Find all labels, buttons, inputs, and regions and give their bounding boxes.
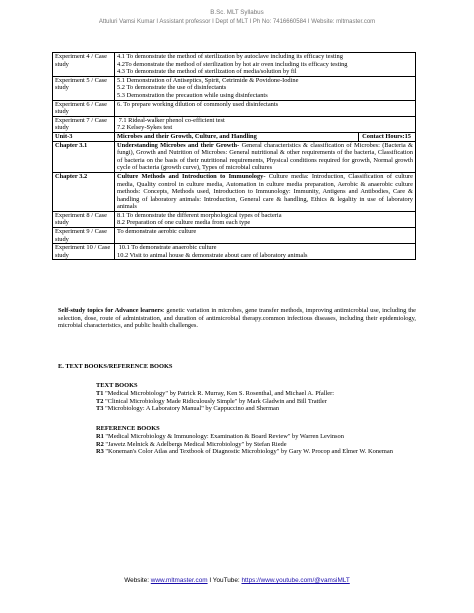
footer-youtube-label: I YouTube: [207,577,242,584]
header-author-line: Attuluri Vamsi Kumar I Assistant professor I Dept of MLT I Ph No: 7416660584 I Website: mltmaster.com [98,19,376,25]
experiment-label: Experiment 8 / Case study [53,211,115,227]
unit-hours: Contact Hours:15 [358,133,411,141]
experiment-item: 4.3 To demonstrate the method of sterilization of media/solution by fil [117,68,297,76]
experiment-item: 8.2 Preparation of one culture media from each type [117,219,251,227]
experiment-content [115,116,416,132]
unit-row [53,132,416,141]
reference-book-id: R1 [96,433,104,440]
chapter-heading: Understanding Microbes and their Growth- [117,141,240,149]
reference-books-title: REFERENCE BOOKS [96,425,160,432]
chapter-text: General characteristics & classification of Microbes: (Bacteria & fungi), Growth and Nutrition of Microbes: General nutritional & other requirements of the bacteria, Classification of bacteria on the basis of their nutritional requirements, Physical conditions required for growth, Normal growth cycle of bacteria (growth curve), Types of microbial cultures [117,141,413,172]
chapter-label: Chapter 3.1 [53,141,115,172]
reference-book-item [96,448,418,456]
text-book-item [96,390,418,398]
self-study-paragraph [58,307,416,330]
experiment-content [115,211,416,227]
experiment-item: 5.3 Demonstration the precaution while using disinfectants [117,91,268,99]
experiment-item: 4.2To demonstrate the method of sterilization by hot air oven including its efficacy testing [117,60,348,68]
experiment-item: 4.1 To demonstrate the method of sterilization by autoclave including its efficacy testing [117,53,343,60]
chapter-row [53,172,416,211]
experiment-row [53,116,416,132]
reference-book-id: R3 [96,448,104,456]
text-book-text: "Microbiology: A Laboratory Manual" by Cappuccino and Sherman [103,405,280,413]
experiment-item: 6. To prepare working dilution of commonly used disinfectants [117,100,279,108]
experiment-label: Experiment 6 / Case study [53,100,115,116]
text-books-list [96,390,418,413]
experiment-row [53,228,416,244]
text-book-id: T3 [96,405,104,413]
experiment-content [115,228,416,244]
experiment-row [53,100,416,116]
text-book-item [96,398,418,406]
text-book-text: "Clinical Microbiology Made Ridiculously Simple" by Mark Gladwin and Bill Trattler [103,397,327,405]
reference-book-item [96,441,418,449]
reference-book-text: "Jawetz Melnick & Adelbergs Medical Microbiology" by Stefan Riede [103,440,287,448]
reference-book-id: R2 [96,440,104,448]
experiment-row [53,211,416,227]
experiment-item: 7.1 Rideal-walker phenol co-efficient test [117,116,225,124]
experiment-label: Experiment 9 / Case study [53,228,115,244]
chapter-content [115,172,416,211]
footer-website-label: Website: [124,577,151,584]
experiment-item: 5.2 To demonstrate the use of disinfectants [117,84,227,92]
experiment-item: 7.2 Kelsey-Sykes test [117,124,173,132]
self-study-text: : genetic variation in microbes, gene transfer methods, improving antimicrobial use, including the selection, dose, route of administration, and duration of antimicrobial therapy.common infectious diseases, including their epidemiology, microbial characteristics, and public health challenges. [58,307,416,330]
chapter-content [115,141,416,172]
experiment-label: Experiment 7 / Case study [53,116,115,132]
chapter-text: Culture media: Introduction, Classification of culture media, Quality control in culture media, Automation in culture media preparation, Aerobic & anaerobic culture methods: Concepts, Methods used, Introduction to Immunology: Immunity, Antigens and Antibodies, Care & handling of laboratory animals: Introduction, General care & handling, Ethics & legality in use of laboratory animals [117,172,413,211]
experiment-item: 8.1 To demonstrate the different morphological types of bacteria [117,211,282,219]
experiment-item: 5.1 Demonstration of Antiseptics, Spirit, Cetrimide & Povidone-Iodine [117,76,299,84]
unit-title: Microbes and their Growth, Culture, and Handling [117,132,257,140]
youtube-link[interactable]: https://www.youtube.com/@vamsiMLT [241,577,350,584]
chapter-label: Chapter 3.2 [53,172,115,211]
text-books-title: TEXT BOOKS [96,382,138,389]
experiment-content [115,100,416,116]
experiment-row [53,53,416,77]
experiment-content [115,244,416,260]
self-study-label: Self-study topics for Advance learners [58,307,163,314]
experiment-item: 10.1 To demonstrate anaerobic culture [117,244,217,252]
website-link[interactable]: www.mltmaster.com [150,577,208,584]
header-title: B.Sc. MLT Syllabus [210,9,264,16]
reference-book-text: "Medical Microbiology & Immunology: Examination & Board Review" by Warren Levinson [103,433,344,440]
reference-books-list [96,433,418,456]
section-heading: E. TEXT BOOKS/REFERENCE BOOKS [58,363,173,370]
unit-label: Unit-3 [53,132,115,141]
experiment-content [115,53,416,77]
experiment-label: Experiment 4 / Case study [53,53,115,77]
reference-book-item [96,433,418,441]
unit-title-cell [115,132,416,141]
text-book-text: "Medical Microbiology" by Patrick R. Murray, Ken S. Rosenthal, and Michael A. Pfaller: [103,390,335,397]
text-book-id: T2 [96,397,104,405]
experiment-item: To demonstrate aerobic culture [117,228,197,236]
text-book-item [96,405,418,413]
text-book-id: T1 [96,390,104,397]
syllabus-table [52,52,416,260]
chapter-row [53,141,416,172]
experiment-content [115,76,416,100]
experiment-label: Experiment 10 / Case study [53,244,115,260]
experiment-label: Experiment 5 / Case study [53,76,115,100]
experiment-row [53,244,416,260]
experiment-row [53,76,416,100]
reference-book-text: "Koneman's Color Atlas and Textbook of Diagnostic Microbiology" by Gary W. Procop and Elmer W. Koneman [103,448,393,456]
chapter-heading: Culture Methods and Introduction to Immunology- [117,172,266,180]
footer [0,577,474,584]
experiment-item: 10.2 Visit to animal house & demonstrate about care of laboratory animals [117,251,308,259]
